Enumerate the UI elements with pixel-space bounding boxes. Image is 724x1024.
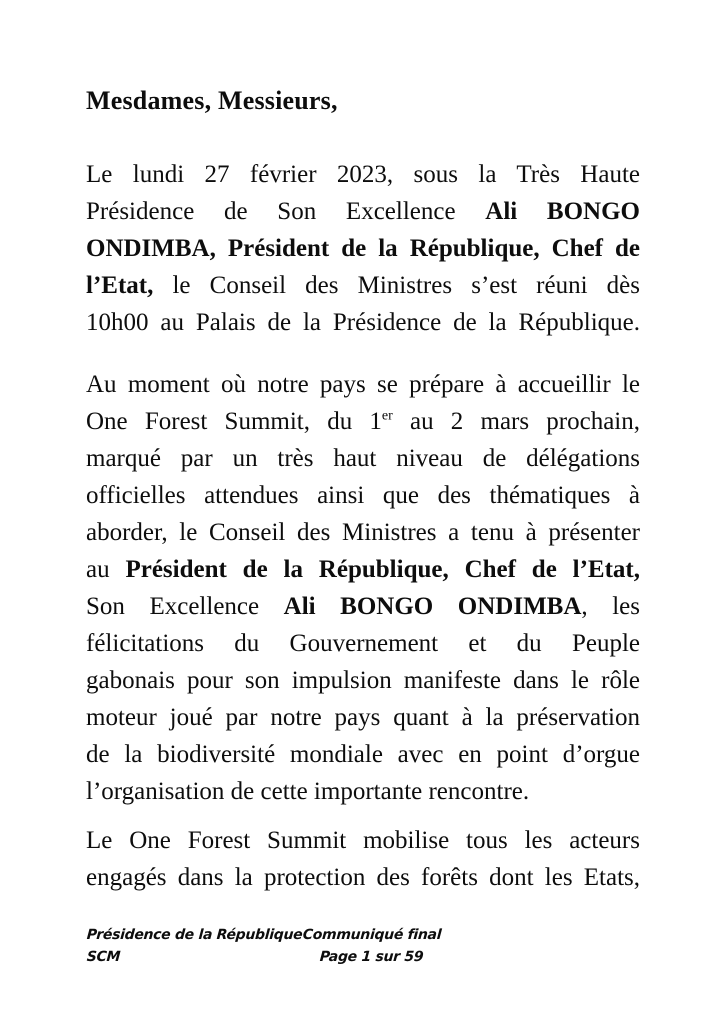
text-segment: One Forest Summit, du 1 — [86, 408, 382, 435]
bold-text-segment: Président de la République, Chef de l’Etat, — [125, 556, 640, 583]
text-segment: le Conseil des Ministres s’est réuni dès — [153, 272, 640, 299]
text-line — [86, 156, 640, 193]
footer-page-number: Page 1 sur 59 — [319, 949, 425, 965]
text-segment: aborder, le Conseil des Ministres a tenu à présenter — [86, 519, 640, 546]
bold-text-segment: Ali BONGO — [485, 198, 641, 225]
paragraph-3 — [86, 822, 640, 896]
superscript-segment: er — [381, 408, 393, 424]
text-line — [86, 551, 640, 588]
text-line — [86, 514, 640, 551]
text-segment: engagés dans la protection des forêts dont les Etats, — [86, 864, 640, 891]
text-segment: de la biodiversité mondiale avec en point d’orgue — [86, 741, 640, 768]
paragraph-1 — [86, 156, 640, 341]
text-segment: 10h00 au Palais de la Présidence de la République. — [86, 309, 640, 336]
text-segment: marqué par un très haut niveau de délégations — [86, 445, 640, 472]
text-segment: Le lundi 27 février 2023, sous la Très Haute — [86, 161, 640, 188]
footer-center — [296, 924, 446, 968]
text-line — [86, 267, 640, 304]
text-segment: Son Excellence — [86, 593, 284, 620]
text-line — [86, 440, 640, 477]
text-segment: au — [86, 556, 126, 583]
text-segment: , les — [581, 593, 640, 620]
text-line — [86, 193, 640, 230]
text-segment: Le One Forest Summit mobilise tous les acteurs — [86, 827, 640, 854]
text-segment: félicitations du Gouvernement et du Peuple — [86, 630, 640, 657]
text-segment: moteur joué par notre pays quant à la préservation — [86, 704, 640, 731]
text-line — [86, 230, 640, 267]
text-segment: officielles attendues ainsi que des thématiques à — [86, 482, 640, 509]
salutation-heading: Mesdames, Messieurs, — [86, 86, 338, 115]
paragraph-2 — [86, 366, 640, 810]
text-line — [86, 736, 640, 773]
text-line — [86, 403, 640, 440]
text-line — [86, 625, 640, 662]
bold-text-segment: ONDIMBA, Président de la République, Chef de — [86, 235, 640, 262]
text-line — [86, 304, 640, 341]
text-line — [86, 588, 640, 625]
text-line — [86, 699, 640, 736]
text-segment: Présidence de Son Excellence — [86, 198, 486, 225]
text-line — [86, 822, 640, 859]
footer-dept: SCM — [86, 949, 121, 965]
footer-org: Présidence de la République — [86, 927, 303, 943]
text-line — [86, 477, 640, 514]
footer-doc-title: Communiqué final — [301, 927, 442, 943]
text-segment: gabonais pour son impulsion manifeste dans le rôle — [86, 667, 640, 694]
footer-left — [86, 924, 302, 968]
bold-text-segment: Ali BONGO ONDIMBA — [283, 593, 582, 620]
text-segment: au 2 mars prochain, — [392, 408, 641, 435]
text-segment: Au moment où notre pays se prépare à accueillir le — [86, 371, 640, 398]
text-line — [86, 662, 640, 699]
text-segment: l’organisation de cette importante rencontre. — [86, 778, 530, 805]
text-line — [86, 859, 640, 896]
text-line — [86, 366, 640, 403]
bold-text-segment: l’Etat, — [86, 272, 154, 299]
text-line — [86, 773, 640, 810]
